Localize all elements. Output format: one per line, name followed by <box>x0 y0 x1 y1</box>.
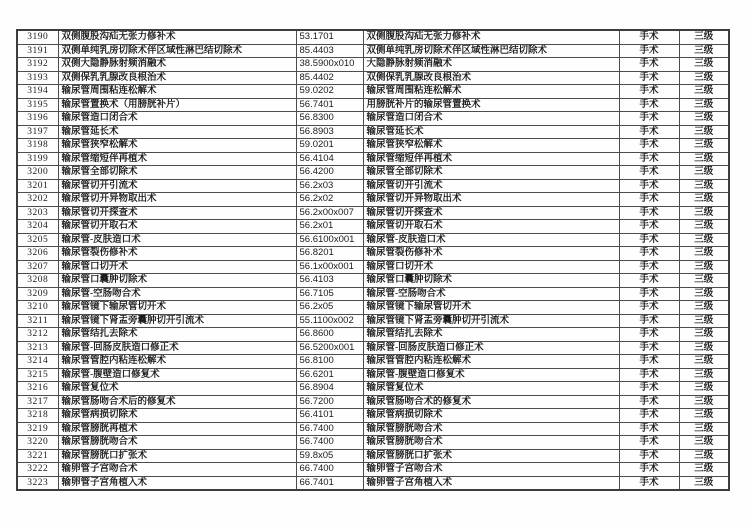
cell-procedure-code: 56.7400 <box>296 436 363 450</box>
cell-procedure-name: 输尿管裂伤修补术 <box>58 247 296 261</box>
cell-procedure-name: 输尿管口囊肿切除术 <box>58 274 296 288</box>
cell-grade-level: 三级 <box>679 112 729 126</box>
cell-sequence-number: 3220 <box>17 436 58 450</box>
table-row <box>17 58 729 72</box>
table-row <box>17 44 729 58</box>
cell-procedure-code: 56.8904 <box>296 382 363 396</box>
cell-grade-level: 三级 <box>679 476 729 490</box>
cell-standard-procedure-name: 输尿管切开取石术 <box>363 220 619 234</box>
table-row <box>17 247 729 261</box>
table-row <box>17 287 729 301</box>
surgical-procedure-table <box>16 29 730 491</box>
cell-procedure-code: 56.4200 <box>296 166 363 180</box>
cell-grade-level: 三级 <box>679 287 729 301</box>
cell-sequence-number: 3196 <box>17 112 58 126</box>
table-row <box>17 436 729 450</box>
cell-sequence-number: 3209 <box>17 287 58 301</box>
cell-grade-level: 三级 <box>679 58 729 72</box>
cell-procedure-name: 输尿管-皮肤造口术 <box>58 233 296 247</box>
cell-sequence-number: 3208 <box>17 274 58 288</box>
cell-grade-level: 三级 <box>679 368 729 382</box>
cell-grade-level: 三级 <box>679 247 729 261</box>
cell-category: 手术 <box>619 206 679 220</box>
table-row <box>17 85 729 99</box>
cell-grade-level: 三级 <box>679 328 729 342</box>
cell-category: 手术 <box>619 260 679 274</box>
cell-category: 手术 <box>619 476 679 490</box>
cell-grade-level: 三级 <box>679 274 729 288</box>
cell-standard-procedure-name: 输尿管-皮肤造口术 <box>363 233 619 247</box>
cell-standard-procedure-name: 输尿管-回肠皮肤造口修正术 <box>363 341 619 355</box>
table-row <box>17 233 729 247</box>
cell-grade-level: 三级 <box>679 44 729 58</box>
cell-procedure-name: 输尿管膀胱吻合术 <box>58 436 296 450</box>
cell-standard-procedure-name: 输尿管裂伤修补术 <box>363 247 619 261</box>
cell-sequence-number: 3199 <box>17 152 58 166</box>
cell-grade-level: 三级 <box>679 314 729 328</box>
cell-grade-level: 三级 <box>679 139 729 153</box>
cell-standard-procedure-name: 输尿管切开引流术 <box>363 179 619 193</box>
cell-procedure-name: 输卵管子宫角植入术 <box>58 476 296 490</box>
cell-sequence-number: 3194 <box>17 85 58 99</box>
cell-standard-procedure-name: 输尿管管腔内粘连松解术 <box>363 355 619 369</box>
cell-grade-level: 三级 <box>679 449 729 463</box>
cell-grade-level: 三级 <box>679 409 729 423</box>
cell-category: 手术 <box>619 409 679 423</box>
cell-standard-procedure-name: 输卵管子宫角植入术 <box>363 476 619 490</box>
cell-sequence-number: 3203 <box>17 206 58 220</box>
cell-procedure-name: 输尿管-回肠皮肤造口修正术 <box>58 341 296 355</box>
cell-sequence-number: 3216 <box>17 382 58 396</box>
cell-standard-procedure-name: 输尿管缩短伴再植术 <box>363 152 619 166</box>
cell-procedure-code: 56.7200 <box>296 395 363 409</box>
cell-category: 手术 <box>619 112 679 126</box>
cell-category: 手术 <box>619 166 679 180</box>
cell-sequence-number: 3212 <box>17 328 58 342</box>
cell-grade-level: 三级 <box>679 166 729 180</box>
cell-category: 手术 <box>619 44 679 58</box>
table-row <box>17 274 729 288</box>
table-row <box>17 314 729 328</box>
cell-procedure-name: 输尿管镜下肾盂旁囊肿切开引流术 <box>58 314 296 328</box>
table-row <box>17 30 729 44</box>
cell-procedure-code: 56.2x01 <box>296 220 363 234</box>
table-row <box>17 220 729 234</box>
cell-procedure-name: 输尿管膀胱再植术 <box>58 422 296 436</box>
cell-sequence-number: 3200 <box>17 166 58 180</box>
cell-procedure-code: 56.5200x001 <box>296 341 363 355</box>
cell-sequence-number: 3218 <box>17 409 58 423</box>
cell-procedure-name: 输尿管狭窄松解术 <box>58 139 296 153</box>
cell-procedure-code: 56.4103 <box>296 274 363 288</box>
cell-standard-procedure-name: 输尿管切开异物取出术 <box>363 193 619 207</box>
cell-procedure-code: 56.8600 <box>296 328 363 342</box>
cell-procedure-name: 输尿管缩短伴再植术 <box>58 152 296 166</box>
cell-category: 手术 <box>619 449 679 463</box>
cell-grade-level: 三级 <box>679 260 729 274</box>
cell-standard-procedure-name: 用膀胱补片的输尿管置换术 <box>363 98 619 112</box>
table-row <box>17 328 729 342</box>
cell-category: 手术 <box>619 355 679 369</box>
table-row <box>17 125 729 139</box>
cell-procedure-code: 56.6201 <box>296 368 363 382</box>
cell-procedure-name: 输尿管-空肠吻合术 <box>58 287 296 301</box>
cell-standard-procedure-name: 双侧腹股沟疝无张力修补术 <box>363 30 619 44</box>
cell-standard-procedure-name: 输尿管造口闭合术 <box>363 112 619 126</box>
cell-sequence-number: 3193 <box>17 71 58 85</box>
cell-procedure-name: 输尿管管腔内粘连松解术 <box>58 355 296 369</box>
cell-category: 手术 <box>619 436 679 450</box>
cell-procedure-code: 56.8100 <box>296 355 363 369</box>
cell-standard-procedure-name: 输尿管膀胱吻合术 <box>363 436 619 450</box>
table-row <box>17 98 729 112</box>
cell-procedure-code: 56.6100x001 <box>296 233 363 247</box>
cell-grade-level: 三级 <box>679 220 729 234</box>
table-row <box>17 422 729 436</box>
cell-procedure-name: 输尿管周围粘连松解术 <box>58 85 296 99</box>
cell-category: 手术 <box>619 98 679 112</box>
cell-procedure-code: 56.2x05 <box>296 301 363 315</box>
cell-procedure-code: 56.7400 <box>296 422 363 436</box>
cell-procedure-code: 59.8x05 <box>296 449 363 463</box>
cell-sequence-number: 3207 <box>17 260 58 274</box>
cell-procedure-code: 66.7401 <box>296 476 363 490</box>
cell-category: 手术 <box>619 233 679 247</box>
cell-category: 手术 <box>619 314 679 328</box>
cell-grade-level: 三级 <box>679 395 729 409</box>
cell-procedure-code: 56.7401 <box>296 98 363 112</box>
cell-procedure-name: 输尿管置换术（用膀胱补片） <box>58 98 296 112</box>
cell-procedure-code: 56.4104 <box>296 152 363 166</box>
cell-procedure-code: 38.5900x010 <box>296 58 363 72</box>
cell-standard-procedure-name: 输尿管口切开术 <box>363 260 619 274</box>
cell-procedure-name: 输尿管-腹壁造口修复术 <box>58 368 296 382</box>
cell-sequence-number: 3210 <box>17 301 58 315</box>
cell-grade-level: 三级 <box>679 85 729 99</box>
table-row <box>17 476 729 490</box>
cell-procedure-code: 59.0201 <box>296 139 363 153</box>
cell-sequence-number: 3223 <box>17 476 58 490</box>
cell-category: 手术 <box>619 152 679 166</box>
cell-sequence-number: 3205 <box>17 233 58 247</box>
cell-procedure-code: 55.1100x002 <box>296 314 363 328</box>
table-row <box>17 260 729 274</box>
cell-grade-level: 三级 <box>679 152 729 166</box>
cell-procedure-name: 双侧单纯乳房切除术伴区域性淋巴结切除术 <box>58 44 296 58</box>
cell-procedure-name: 输尿管复位术 <box>58 382 296 396</box>
cell-procedure-name: 双侧大隐静脉射频消融术 <box>58 58 296 72</box>
cell-category: 手术 <box>619 422 679 436</box>
cell-procedure-name: 输尿管膀胱口扩张术 <box>58 449 296 463</box>
cell-standard-procedure-name: 输卵管子宫吻合术 <box>363 463 619 477</box>
cell-sequence-number: 3198 <box>17 139 58 153</box>
table-row <box>17 139 729 153</box>
table-row <box>17 152 729 166</box>
table-row <box>17 368 729 382</box>
cell-standard-procedure-name: 大隐静脉射频消融术 <box>363 58 619 72</box>
cell-standard-procedure-name: 输尿管镜下输尿管切开术 <box>363 301 619 315</box>
cell-category: 手术 <box>619 328 679 342</box>
cell-standard-procedure-name: 输尿管狭窄松解术 <box>363 139 619 153</box>
cell-sequence-number: 3211 <box>17 314 58 328</box>
table-row <box>17 463 729 477</box>
cell-standard-procedure-name: 输尿管切开探查术 <box>363 206 619 220</box>
cell-procedure-code: 56.8201 <box>296 247 363 261</box>
cell-procedure-code: 59.0202 <box>296 85 363 99</box>
cell-sequence-number: 3213 <box>17 341 58 355</box>
cell-standard-procedure-name: 双侧单纯乳房切除术伴区域性淋巴结切除术 <box>363 44 619 58</box>
cell-sequence-number: 3204 <box>17 220 58 234</box>
cell-standard-procedure-name: 双侧保乳乳腺改良根治术 <box>363 71 619 85</box>
cell-grade-level: 三级 <box>679 463 729 477</box>
cell-sequence-number: 3215 <box>17 368 58 382</box>
cell-category: 手术 <box>619 382 679 396</box>
cell-sequence-number: 3192 <box>17 58 58 72</box>
cell-category: 手术 <box>619 179 679 193</box>
cell-standard-procedure-name: 输尿管-空肠吻合术 <box>363 287 619 301</box>
cell-standard-procedure-name: 输尿管镜下肾盂旁囊肿切开引流术 <box>363 314 619 328</box>
cell-procedure-name: 输尿管切开探查术 <box>58 206 296 220</box>
cell-standard-procedure-name: 输尿管延长术 <box>363 125 619 139</box>
cell-category: 手术 <box>619 247 679 261</box>
cell-procedure-name: 输尿管病损切除术 <box>58 409 296 423</box>
table-row <box>17 71 729 85</box>
cell-procedure-name: 输尿管切开取石术 <box>58 220 296 234</box>
cell-grade-level: 三级 <box>679 233 729 247</box>
table-row <box>17 193 729 207</box>
cell-sequence-number: 3219 <box>17 422 58 436</box>
cell-grade-level: 三级 <box>679 98 729 112</box>
cell-standard-procedure-name: 输尿管-腹壁造口修复术 <box>363 368 619 382</box>
cell-procedure-code: 56.8300 <box>296 112 363 126</box>
table-row <box>17 112 729 126</box>
cell-sequence-number: 3190 <box>17 30 58 44</box>
cell-grade-level: 三级 <box>679 193 729 207</box>
cell-category: 手术 <box>619 395 679 409</box>
cell-procedure-code: 66.7400 <box>296 463 363 477</box>
cell-standard-procedure-name: 输尿管膀胱吻合术 <box>363 422 619 436</box>
cell-grade-level: 三级 <box>679 30 729 44</box>
cell-category: 手术 <box>619 125 679 139</box>
cell-procedure-code: 56.2x03 <box>296 179 363 193</box>
cell-procedure-code: 56.2x02 <box>296 193 363 207</box>
cell-sequence-number: 3217 <box>17 395 58 409</box>
table-row <box>17 166 729 180</box>
cell-category: 手术 <box>619 301 679 315</box>
cell-standard-procedure-name: 输尿管全部切除术 <box>363 166 619 180</box>
cell-procedure-code: 56.2x00x007 <box>296 206 363 220</box>
cell-category: 手术 <box>619 341 679 355</box>
table-row <box>17 409 729 423</box>
cell-grade-level: 三级 <box>679 71 729 85</box>
cell-procedure-code: 53.1701 <box>296 30 363 44</box>
cell-procedure-name: 输尿管全部切除术 <box>58 166 296 180</box>
cell-sequence-number: 3195 <box>17 98 58 112</box>
cell-sequence-number: 3214 <box>17 355 58 369</box>
cell-procedure-name: 输尿管延长术 <box>58 125 296 139</box>
table-row <box>17 395 729 409</box>
table-row <box>17 355 729 369</box>
cell-procedure-name: 输尿管镜下输尿管切开术 <box>58 301 296 315</box>
cell-sequence-number: 3221 <box>17 449 58 463</box>
cell-grade-level: 三级 <box>679 341 729 355</box>
table-row <box>17 206 729 220</box>
cell-sequence-number: 3201 <box>17 179 58 193</box>
cell-grade-level: 三级 <box>679 206 729 220</box>
cell-procedure-name: 输尿管肠吻合术后的修复术 <box>58 395 296 409</box>
cell-procedure-name: 输尿管口切开术 <box>58 260 296 274</box>
cell-sequence-number: 3202 <box>17 193 58 207</box>
cell-standard-procedure-name: 输尿管肠吻合术的修复术 <box>363 395 619 409</box>
cell-category: 手术 <box>619 463 679 477</box>
cell-standard-procedure-name: 输尿管复位术 <box>363 382 619 396</box>
cell-procedure-code: 56.7105 <box>296 287 363 301</box>
cell-standard-procedure-name: 输尿管口囊肿切除术 <box>363 274 619 288</box>
cell-procedure-code: 56.1x00x001 <box>296 260 363 274</box>
cell-sequence-number: 3206 <box>17 247 58 261</box>
cell-procedure-name: 输尿管造口闭合术 <box>58 112 296 126</box>
cell-category: 手术 <box>619 220 679 234</box>
cell-category: 手术 <box>619 193 679 207</box>
cell-category: 手术 <box>619 58 679 72</box>
table-row <box>17 341 729 355</box>
cell-category: 手术 <box>619 287 679 301</box>
table-row <box>17 382 729 396</box>
cell-procedure-name: 输尿管切开引流术 <box>58 179 296 193</box>
cell-sequence-number: 3222 <box>17 463 58 477</box>
cell-grade-level: 三级 <box>679 179 729 193</box>
cell-sequence-number: 3197 <box>17 125 58 139</box>
table-row <box>17 179 729 193</box>
table-row <box>17 301 729 315</box>
cell-grade-level: 三级 <box>679 125 729 139</box>
cell-procedure-name: 输尿管结扎去除术 <box>58 328 296 342</box>
cell-standard-procedure-name: 输尿管周围粘连松解术 <box>363 85 619 99</box>
cell-procedure-name: 双侧保乳乳腺改良根治术 <box>58 71 296 85</box>
cell-grade-level: 三级 <box>679 355 729 369</box>
table-row <box>17 449 729 463</box>
cell-grade-level: 三级 <box>679 382 729 396</box>
cell-category: 手术 <box>619 85 679 99</box>
cell-procedure-code: 56.4101 <box>296 409 363 423</box>
cell-procedure-name: 输卵管子宫吻合术 <box>58 463 296 477</box>
cell-grade-level: 三级 <box>679 422 729 436</box>
cell-sequence-number: 3191 <box>17 44 58 58</box>
procedure-table-body <box>17 30 729 490</box>
cell-category: 手术 <box>619 274 679 288</box>
cell-standard-procedure-name: 输尿管病损切除术 <box>363 409 619 423</box>
cell-category: 手术 <box>619 30 679 44</box>
cell-procedure-code: 85.4402 <box>296 71 363 85</box>
cell-procedure-code: 56.8903 <box>296 125 363 139</box>
cell-procedure-name: 双侧腹股沟疝无张力修补术 <box>58 30 296 44</box>
cell-standard-procedure-name: 输尿管膀胱口扩张术 <box>363 449 619 463</box>
cell-category: 手术 <box>619 368 679 382</box>
cell-category: 手术 <box>619 71 679 85</box>
cell-standard-procedure-name: 输尿管结扎去除术 <box>363 328 619 342</box>
cell-procedure-name: 输尿管切开异物取出术 <box>58 193 296 207</box>
cell-grade-level: 三级 <box>679 436 729 450</box>
cell-category: 手术 <box>619 139 679 153</box>
cell-grade-level: 三级 <box>679 301 729 315</box>
cell-procedure-code: 85.4403 <box>296 44 363 58</box>
